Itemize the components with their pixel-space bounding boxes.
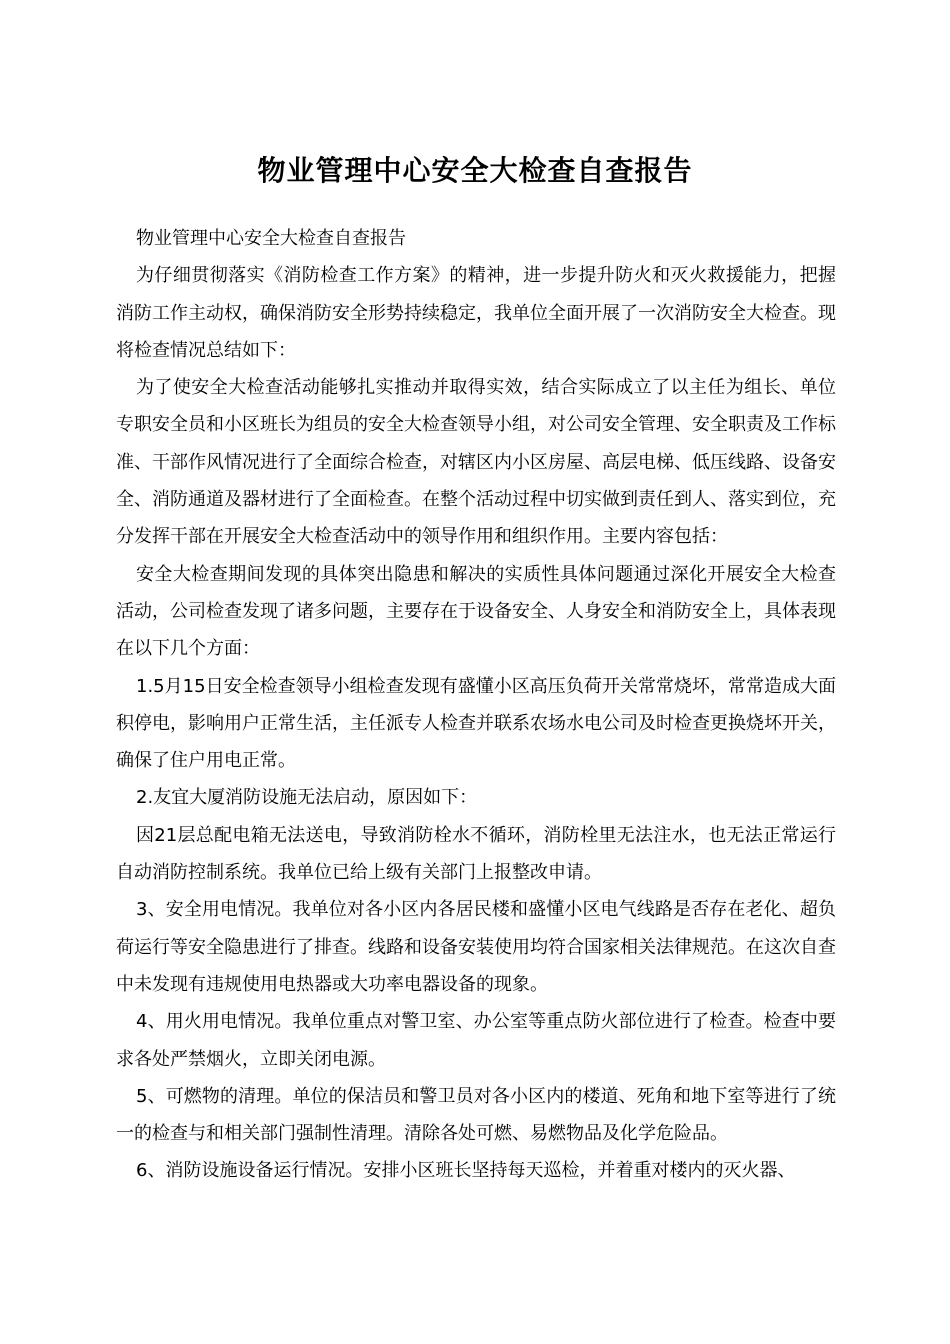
paragraph-item-5: 5、可燃物的清理。单位的保洁员和警卫员对各小区内的楼道、死角和地下室等进行了统一的检查与和相关部门强制性清理。清除各处可燃、易燃物品及化学危险品。 xyxy=(116,1085,836,1145)
document-body xyxy=(116,220,836,1190)
document-title: 物业管理中心安全大检查自查报告 xyxy=(257,153,693,187)
paragraph-organization: 为了使安全大检查活动能够扎实推动并取得实效，结合实际成立了以主任为组长、单位专职安全员和小区班长为组员的安全大检查领导小组，对公司安全管理、安全职责及工作标准、干部作风情况进行了全面综合检查，对辖区内小区房屋、高层电梯、低压线路、设备安全、消防通道及器材进行了全面检查。在整个活动过程中切实做到责任到人、落实到位，充分发挥干部在开展安全大检查活动中的领导作用和组织作用。主要内容包括： xyxy=(116,377,836,548)
paragraph-item-2: 2.友宜大厦消防设施无法启动，原因如下： xyxy=(136,787,478,809)
paragraph-item-1: 1.5月15日安全检查领导小组检查发现有盛懂小区高压负荷开关常常烧坏，常常造成大面积停电，影响用户正常生活，主任派专人检查并联系农场水电公司及时检查更换烧坏开关，确保了住户用电正常。 xyxy=(116,675,836,772)
paragraph-findings: 安全大检查期间发现的具体突出隐患和解决的实质性具体问题通过深化开展安全大检查活动，公司检查发现了诸多问题，主要存在于设备安全、人身安全和消防安全上，具体表现在以下几个方面： xyxy=(116,563,836,660)
paragraph-item-6: 6、消防设施设备运行情况。安排小区班长坚持每天巡检，并着重对楼内的灭火器、 xyxy=(136,1160,796,1182)
paragraph-item-4: 4、用火用电情况。我单位重点对警卫室、办公室等重点防火部位进行了检查。检查中要求各处严禁烟火，立即关闭电源。 xyxy=(116,1011,836,1070)
paragraph-item-3: 3、安全用电情况。我单位对各小区内各居民楼和盛懂小区电气线路是否存在老化、超负荷运行等安全隐患进行了排查。线路和设备安装使用均符合国家相关法律规范。在这次自查中未发现有违规使用电热器或大功率电器设备的现象。 xyxy=(116,899,836,995)
paragraph-item-2-detail: 因21层总配电箱无法送电，导致消防栓水不循环，消防栓里无法注水，也无法正常运行自动消防控制系统。我单位已给上级有关部门上报整改申请。 xyxy=(116,824,836,884)
paragraph-intro: 为仔细贯彻落实《消防检查工作方案》的精神，进一步提升防火和灭火救援能力，把握消防工作主动权，确保消防安全形势持续稳定，我单位全面开展了一次消防安全大检查。现将检查情况总结如下： xyxy=(116,265,836,361)
paragraph-subtitle: 物业管理中心安全大检查自查报告 xyxy=(136,228,406,249)
